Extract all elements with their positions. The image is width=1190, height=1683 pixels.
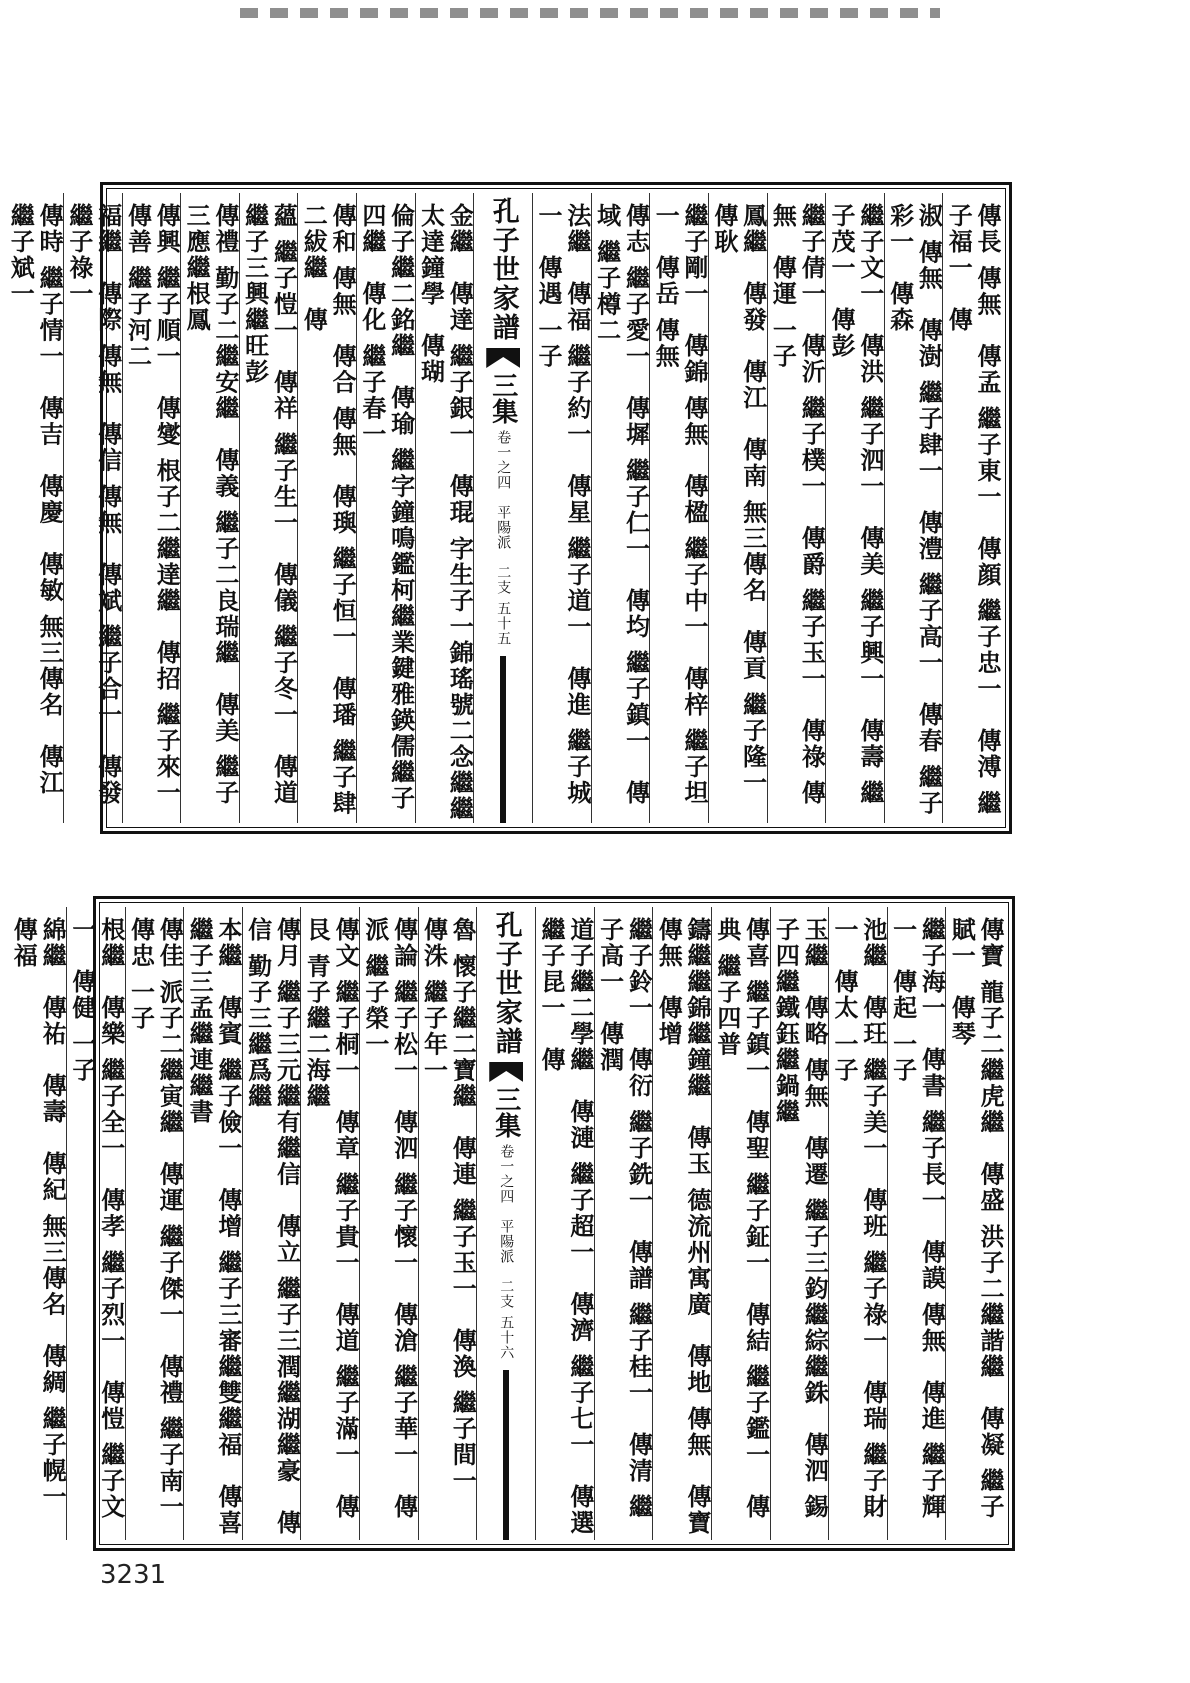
book-spine-column: [476, 907, 535, 1540]
genealogy-column: [708, 193, 767, 823]
genealogy-column: [887, 907, 946, 1540]
genealogy-column: [180, 193, 239, 823]
folio-label: 五十六: [498, 1315, 515, 1360]
genealogy-column: [239, 193, 298, 823]
genealogy-column: [767, 193, 826, 823]
genealogy-column: [300, 907, 359, 1540]
genealogy-column: [535, 907, 595, 1547]
column-text: 傳長 傳無 傳孟 繼子東一 傳顔 繼子忠一 傳溥 繼子福一 傳: [944, 203, 1002, 817]
genealogy-column: [415, 193, 474, 823]
genealogy-page-top: [6, 182, 1012, 834]
page-number: 3231: [100, 1560, 167, 1590]
genealogy-page-bottom: [9, 896, 1015, 1551]
scan-edge-artifact: [240, 8, 940, 18]
column-text: 鳳繼 傳發 傳江 傳南 無三傳名 傳貢 繼子隆一 傳耿: [709, 203, 768, 822]
genealogy-column: [884, 193, 943, 823]
genealogy-column: [711, 907, 770, 1540]
column-text: 根繼 傳樂 繼子全一 傳孝 繼子烈一 傳愷 繼子文一 傳健 一子: [67, 917, 126, 1521]
column-text: 綿繼 傳祐 傳壽 傳紀 無三傳名 傳綢 繼子幌一 傳福: [9, 917, 68, 1536]
column-text: 繼子鈴一 傳衍 繼子銑一 傳譜 繼子桂一 傳清 繼子高一 傳潤: [595, 917, 654, 1521]
fishtail-mark-icon: [489, 1062, 523, 1082]
book-title: 孔子世家譜: [487, 197, 519, 342]
genealogy-column: [942, 193, 1001, 823]
column-text: 傳志 繼子愛一 傳墀 繼子仁一 傳均 繼子鎮一 傳域 繼子樽二: [592, 203, 651, 807]
genealogy-column: [828, 907, 887, 1540]
genealogy-column: [594, 907, 653, 1540]
fishtail-mark-icon: [486, 348, 520, 368]
genealogy-column: [6, 193, 64, 823]
spine-bar: [503, 1370, 509, 1540]
spine-bar: [500, 656, 506, 823]
column-text: 傳論 繼子松一 傳泗 繼子懷一 傳滄 繼子華一 傳派 繼子榮一: [360, 917, 419, 1521]
column-text: 傳喜 繼子鎮一 傳聖 繼子鉦一 傳結 繼子鑑一 傳典 繼子四普: [712, 917, 771, 1521]
column-text: 鑄繼繼錦繼鐘繼 傳玉 德流州寓廣 傳地 傳無 傳寶 傳無 傳增: [654, 917, 713, 1547]
section-label: 卷一之四 平陽派 二支: [495, 430, 512, 595]
genealogy-column: [945, 907, 1004, 1540]
genealogy-column: [242, 907, 301, 1540]
genealogy-column: [356, 193, 415, 823]
column-text: 魯 懷子繼二寶繼 傳連 繼子玉一 傳渙 繼子間一 傳洙 繼子年一: [419, 917, 478, 1521]
column-text: 傳佳 派子二繼寅繼 傳運 繼子傑一 傳禮 繼子南一 傳忠 一子: [126, 917, 185, 1547]
volume-label: 三集: [487, 372, 518, 424]
genealogy-column: [183, 907, 243, 1547]
column-text: 玉繼 傳略 傳無 傳遷 繼子三鈞繼綜繼銖 傳泗 錫子四繼鐵鈺繼鍋繼: [771, 917, 830, 1521]
column-text: 傳禮 勤子二繼安繼 傳義 繼子二良瑞繼 傳美 繼子三應繼根鳳: [182, 203, 240, 807]
genealogy-column: [770, 907, 829, 1540]
column-text: 繼子海一 傳書 繼子長一 傳謨 傳無 傳進 繼子輝一 傳起 一子: [888, 917, 947, 1521]
column-text: 傳興 繼子順一 傳燮 根子二繼達繼 傳招 繼子來一 傳善 繼子河二: [123, 203, 182, 833]
column-text: 本繼 傳賓 繼子儉一 傳增 繼子三審繼雙繼福 傳喜 繼子三孟繼連繼書: [185, 917, 243, 1547]
genealogy-column: [591, 193, 650, 823]
volume-label: 三集: [490, 1086, 521, 1138]
genealogy-column: [297, 193, 356, 823]
genealogy-column: [649, 193, 708, 823]
genealogy-column: [652, 907, 713, 1547]
column-text: 傳寶 龍子二繼虎繼 傳盛 洪子二繼諧繼 傳凝 繼子賦一 傳琴: [947, 917, 1005, 1521]
column-text: 法繼 傳福 繼子約一 傳星 繼子道一 傳進 繼子城一 傳遇 一子: [534, 203, 592, 807]
genealogy-column: [63, 193, 122, 823]
column-text: 傳時 繼子情一 傳吉 傳慶 傳敏 無三傳名 傳江 繼子斌一: [6, 203, 65, 807]
folio-label: 五十五: [495, 601, 512, 646]
genealogy-column: [825, 193, 884, 823]
genealogy-column: [532, 193, 591, 823]
column-text: 傳和 傳無 傳合 傳無 傳璵 繼子恒一 傳璠 繼子肆二紱繼 傳: [299, 203, 358, 817]
section-label: 卷一之四 平陽派 二支: [498, 1144, 515, 1309]
genealogy-column: [418, 907, 477, 1540]
column-text: 傳文 繼子桐一 傳章 繼子貴一 傳道 繼子滿一 傳艮 青子繼二海繼: [302, 917, 361, 1521]
column-text: 蘊 繼子愷一 傳祥 繼子生一 傳儀 繼子冬一 傳道 繼子三興繼旺彭: [240, 203, 299, 817]
column-text: 金繼 傳達 繼子銀一 傳琨 字生子一錦瑤號二念繼繼太達鐘學 傳瑚: [416, 203, 475, 822]
book-spine-column: [473, 193, 532, 823]
column-text: 倫子繼二銘繼 傳瑜 繼字鐘鳴鑑柯繼業鍵雅鍈儒繼子四繼 傳化 繼子春一: [357, 203, 416, 812]
column-text: 傳月 繼子三元繼有繼信 傳立 繼子三潤繼湖繼豪 傳信 勤子三繼爲繼: [243, 917, 302, 1536]
column-text: 繼子倩一 傳沂 繼子樸一 傳爵 繼子玉一 傳祿 傳無 傳運 一子: [768, 203, 827, 807]
column-text: 淑 傳無 傳澍 繼子肆一 傳澧 繼子高一 傳春 繼子彩一 傳森: [885, 203, 944, 817]
genealogy-column: [359, 907, 418, 1540]
column-text: 繼子文一 傳洪 繼子泗一 傳美 繼子興一 傳壽 繼子茂一 傳彭: [827, 203, 885, 807]
book-title: 孔子世家譜: [490, 911, 522, 1056]
genealogy-column: [125, 907, 185, 1547]
genealogy-column: [9, 907, 67, 1540]
column-text: 池繼 傳玨 繼子美一 傳班 繼子祿一 傳瑞 繼子財一 傳太 一子: [830, 917, 888, 1521]
genealogy-column: [122, 193, 182, 833]
genealogy-column: [66, 907, 125, 1540]
column-text: 繼子剛一 傳錦 傳無 傳楹 繼子中一 傳梓 繼子坦一 傳岳 傳無: [651, 203, 710, 807]
column-text: 道子繼二學繼 傳漣 繼子超一 傳濟 繼子七一 傳選 繼子昆一 傳: [537, 917, 595, 1547]
column-text: 福繼 傳際 傳無 傳信 傳無 傳斌 繼子合一 傳發 繼子祿一: [64, 203, 123, 817]
